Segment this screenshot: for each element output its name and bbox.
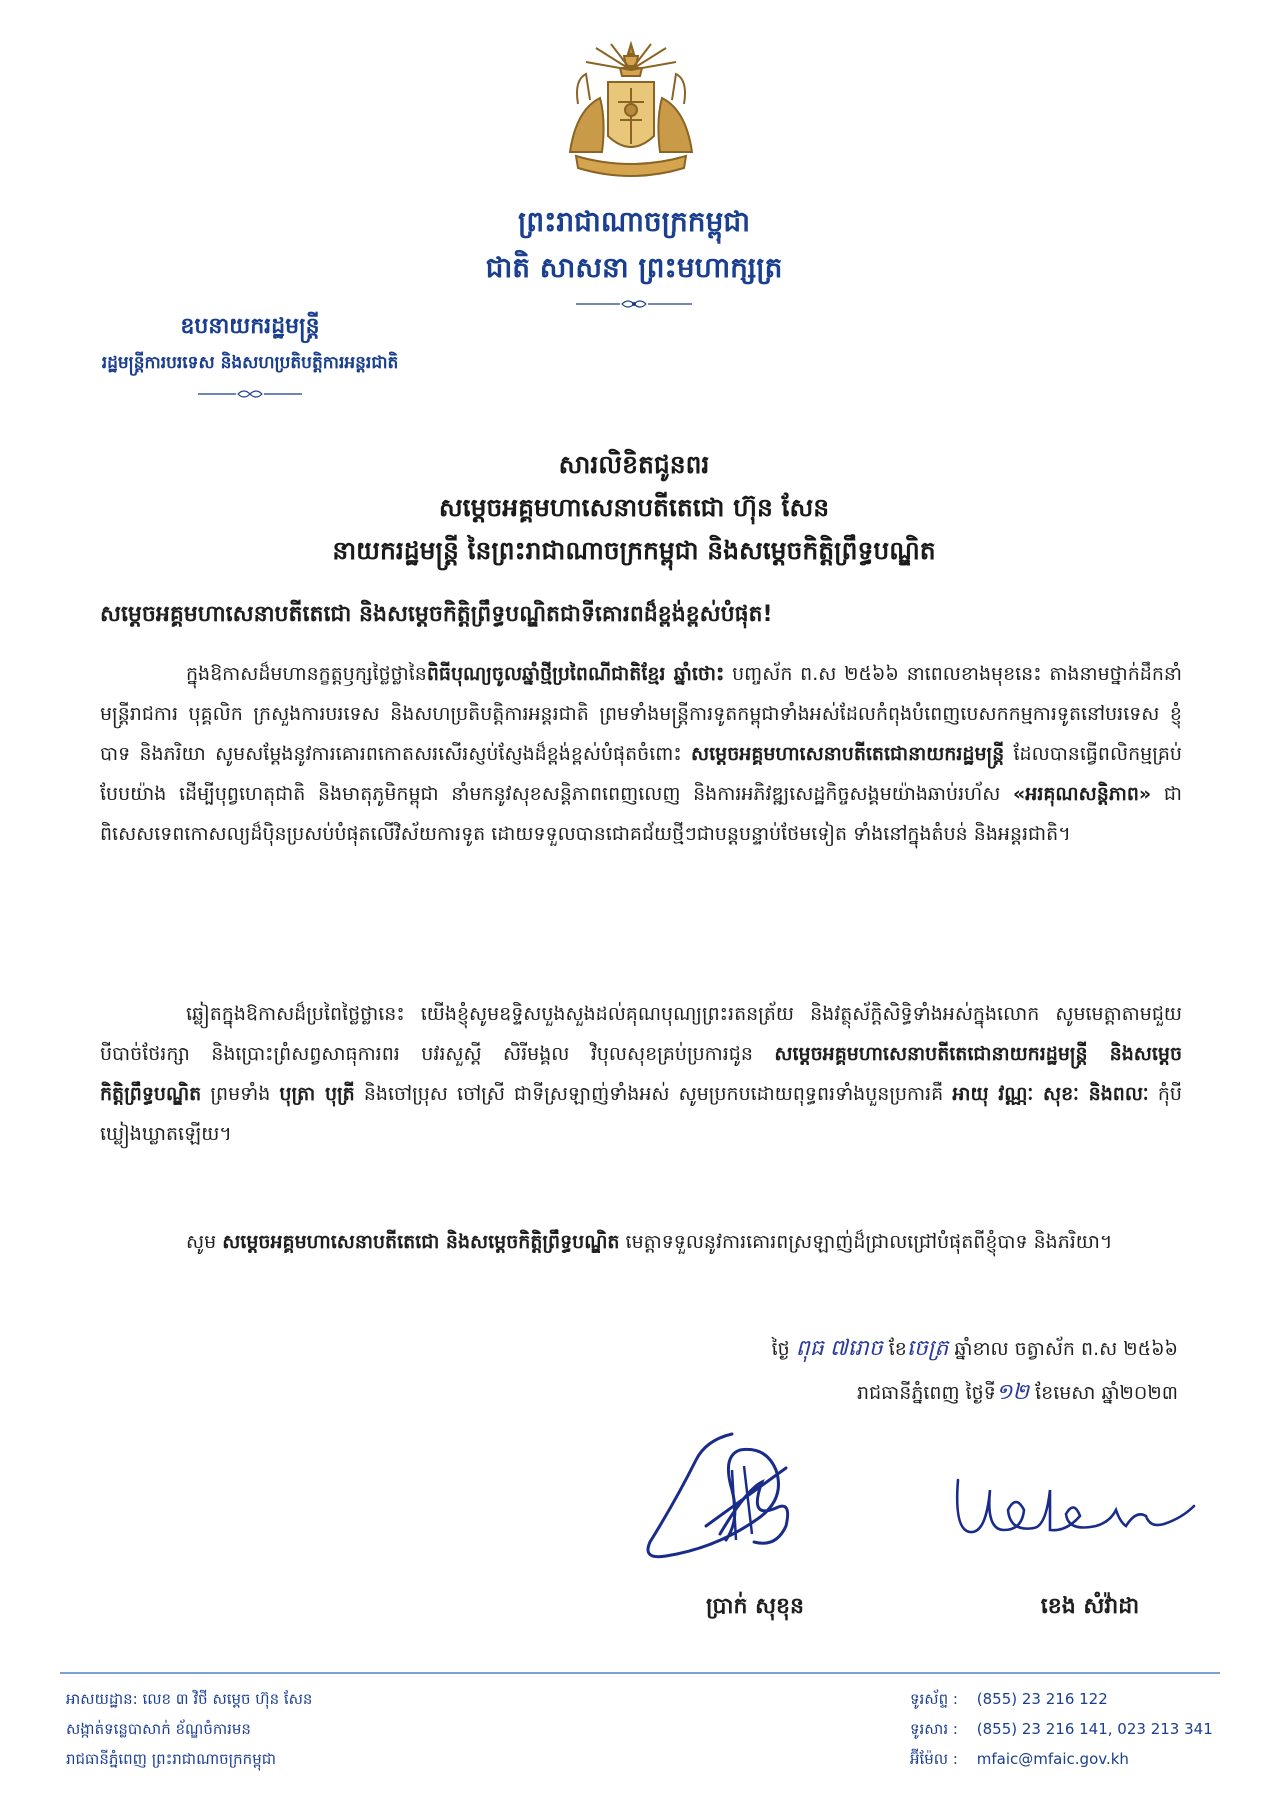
date-solar-day: ១២	[995, 1380, 1030, 1405]
p2-bold-f: អាយុ វណ្ណៈ សុខៈ និងពលៈ	[952, 1083, 1149, 1105]
date-solar	[857, 1378, 1178, 1410]
royal-arms-emblem-icon	[556, 40, 706, 190]
p1-bold-f: «អរគុណសន្តិភាព»	[1013, 783, 1152, 805]
signatory-right-name: ខេង សំវ៉ាដា	[1040, 1594, 1140, 1619]
ministry-title: ឧបនាយករដ្ឋមន្ត្រី	[180, 314, 320, 339]
recipient-name: សម្តេចអគ្គមហាសេនាបតីតេជោ ហ៊ុន សែន	[438, 493, 830, 522]
date-solar-pre: រាជធានីភ្នំពេញ ថ្ងៃទី	[857, 1382, 996, 1404]
fax-value: (855) 23 216 141, 023 213 341	[976, 1720, 1213, 1738]
phone-row	[910, 1684, 1213, 1714]
fax-label: ទូរសារ :	[910, 1720, 958, 1738]
date-lunar-mid: ខែ	[882, 1338, 907, 1360]
p2-bold-d: បុត្រា បុត្រី	[279, 1083, 355, 1105]
p1-text-g: ជាពិសេសទេពកោសល្យដ៏ប៉ិនប្រសប់បំផុតលើវិស័យការទូត ដោយទទួលបានជោគជ័យថ្មីៗជាបន្តបន្ទាប់ថែមទៀត ទាំងនៅក្នុងតំបន់ និងអន្តរជាតិ។	[100, 783, 1182, 845]
date-lunar-month: ចេត្រ	[906, 1336, 949, 1361]
p1-text-e: ដែលបានធ្វើពលិកម្មគ្រប់បែបយ៉ាង ដើម្បីបុព្វហេតុជាតិ និងមាតុភូមិកម្ពុជា នាំមកនូវសុខសន្តិភាពពេញលេញ និងការអភិវឌ្ឍសេដ្ឋកិច្ចសង្គមយ៉ាងឆាប់រហ័ស	[100, 743, 1182, 805]
p3-text-c: មេត្តាទទួលនូវការគោរពស្រឡាញ់ដ៏ជ្រាលជ្រៅបំផុតពីខ្ញុំបាទ និងភរិយា។	[619, 1231, 1113, 1253]
letter-title: សារលិខិតជូនពរ	[558, 450, 710, 479]
date-lunar-post: ឆ្នាំខាល ចត្វាស័ក ព.ស ២៥៦៦	[948, 1338, 1178, 1360]
p2-text-c: ព្រមទាំង	[201, 1083, 280, 1105]
phone-label: ទូរស័ព្ទ :	[910, 1690, 958, 1708]
ministry-subtitle: រដ្ឋមន្ត្រីការបរទេស និងសហប្រតិបត្តិការអន្តរជាតិ	[101, 353, 399, 373]
p1-text-c: បញ្ចស័ក ព.ស ២៥៦៦ នាពេលខាងមុខនេះ តាងនាមថ្នាក់ដឹកនាំ មន្ត្រីរាជការ បុគ្គលិក ក្រសួងការបរទេស និងសហប្រតិបត្តិការអន្តរជាតិ ព្រមទាំងមន្ត្រីការទូតកម្ពុជាទាំងអស់ដែលកំពុងបំពេញបេសកកម្មការទូតនៅបរទេស ខ្ញុំបាទ និងភរិយា សូមសម្តែងនូវការគោរពកោតសរសើរស្ញប់ស្ញែងដ៏ខ្ពង់ខ្ពស់បំផុតចំពោះ	[100, 663, 1182, 765]
salutation: សម្តេចអគ្គមហាសេនាបតីតេជោ និងសម្តេចកិត្តិព្រឹទ្ធបណ្ឌិតជាទីគោរពដ៏ខ្ពង់ខ្ពស់បំផុត!	[100, 602, 773, 627]
p1-bold-d: សម្តេចអគ្គមហាសេនាបតីតេជោនាយករដ្ឋមន្ត្រី	[691, 743, 1005, 765]
footer-address	[66, 1684, 312, 1774]
footer-divider	[60, 1672, 1220, 1674]
p2-text-g: កុំបីឃ្លៀងឃ្លាតឡើយ។	[100, 1083, 1182, 1145]
paragraph-3	[100, 1222, 1182, 1262]
p2-text-e: និងចៅប្រុស ចៅស្រី ជាទីស្រឡាញ់ទាំងអស់ សូមប្រកបដោយពុទ្ធពរទាំងបួនប្រការគឺ	[354, 1083, 953, 1105]
paragraph-1	[100, 654, 1182, 854]
email-label: អ៊ីម៉ែល :	[910, 1750, 958, 1768]
p2-bold-b: សម្តេចអគ្គមហាសេនាបតីតេជោនាយករដ្ឋមន្ត្រី និងសម្តេចកិត្តិព្រឹទ្ធបណ្ឌិត	[100, 1043, 1183, 1105]
address-line-3: រាជធានីភ្នំពេញ ព្រះរាជាណាចក្រកម្ពុជា	[66, 1750, 276, 1768]
date-solar-post: ខែមេសា ឆ្នាំ២០២៣	[1029, 1382, 1178, 1404]
email-value: mfaic@mfaic.gov.kh	[976, 1750, 1129, 1768]
kingdom-motto: ជាតិ សាសនា ព្រះមហាក្សត្រ	[485, 251, 783, 284]
email-row	[910, 1744, 1213, 1774]
divider-ornament-icon	[576, 298, 692, 310]
fax-row	[910, 1714, 1213, 1744]
signature-left-icon	[636, 1430, 822, 1580]
kingdom-name: ព្រះរាជាណាចក្រកម្ពុជា	[517, 205, 750, 238]
divider-ornament-icon	[198, 388, 302, 400]
signature-right-icon	[950, 1470, 1200, 1560]
footer-contact	[910, 1684, 1213, 1774]
recipient-title: នាយករដ្ឋមន្ត្រី នៃព្រះរាជាណាចក្រកម្ពុជា និងសម្តេចកិត្តិព្រឹទ្ធបណ្ឌិត	[332, 536, 936, 565]
signatory-left-name: ប្រាក់ សុខុន	[705, 1594, 804, 1619]
address-line-2: សង្កាត់ទន្លេបាសាក់ ខ័ណ្ឌចំការមន	[66, 1720, 251, 1738]
date-lunar-pre: ថ្ងៃ	[771, 1338, 796, 1360]
p3-bold-b: សម្តេចអគ្គមហាសេនាបតីតេជោ និងសម្តេចកិត្តិព្រឹទ្ធបណ្ឌិត	[222, 1231, 620, 1253]
p3-text-a: សូម	[186, 1231, 223, 1253]
phone-value: (855) 23 216 122	[976, 1690, 1108, 1708]
p1-text-a: ក្នុងឱកាសដ៏មហានក្ខត្តឫក្សថ្លៃថ្លានៃ	[186, 663, 427, 685]
paragraph-2	[100, 994, 1182, 1154]
p1-bold-b: ពិធីបុណ្យចូលឆ្នាំថ្មីប្រពៃណីជាតិខ្មែរ ឆ្នាំថោះ	[426, 663, 725, 685]
date-lunar-day: ៧រោច	[829, 1336, 883, 1361]
date-lunar-weekday: ពុធ	[795, 1336, 824, 1361]
date-lunar	[772, 1334, 1178, 1366]
p2-text-a: ឆ្លៀតក្នុងឱកាសដ៏ប្រពៃថ្លៃថ្លានេះ យើងខ្ញុំសូមឧទ្ទិសបួងសួងដល់គុណបុណ្យព្រះរតនត្រ័យ និងវត្ថុស័ក្តិសិទ្ធិទាំងអស់ក្នុងលោក សូមមេត្តាតាមជួយបីបាច់ថែរក្សា និងប្រោះព្រំសព្វសាធុការពរ បវរសួស្តី សិរីមង្គល វិបុលសុខគ្រប់ប្រការជូន	[100, 1003, 1182, 1065]
address-line-1: អាសយដ្ឋាន: លេខ ៣ វិថី សម្តេច ហ៊ុន សែន	[66, 1690, 313, 1708]
